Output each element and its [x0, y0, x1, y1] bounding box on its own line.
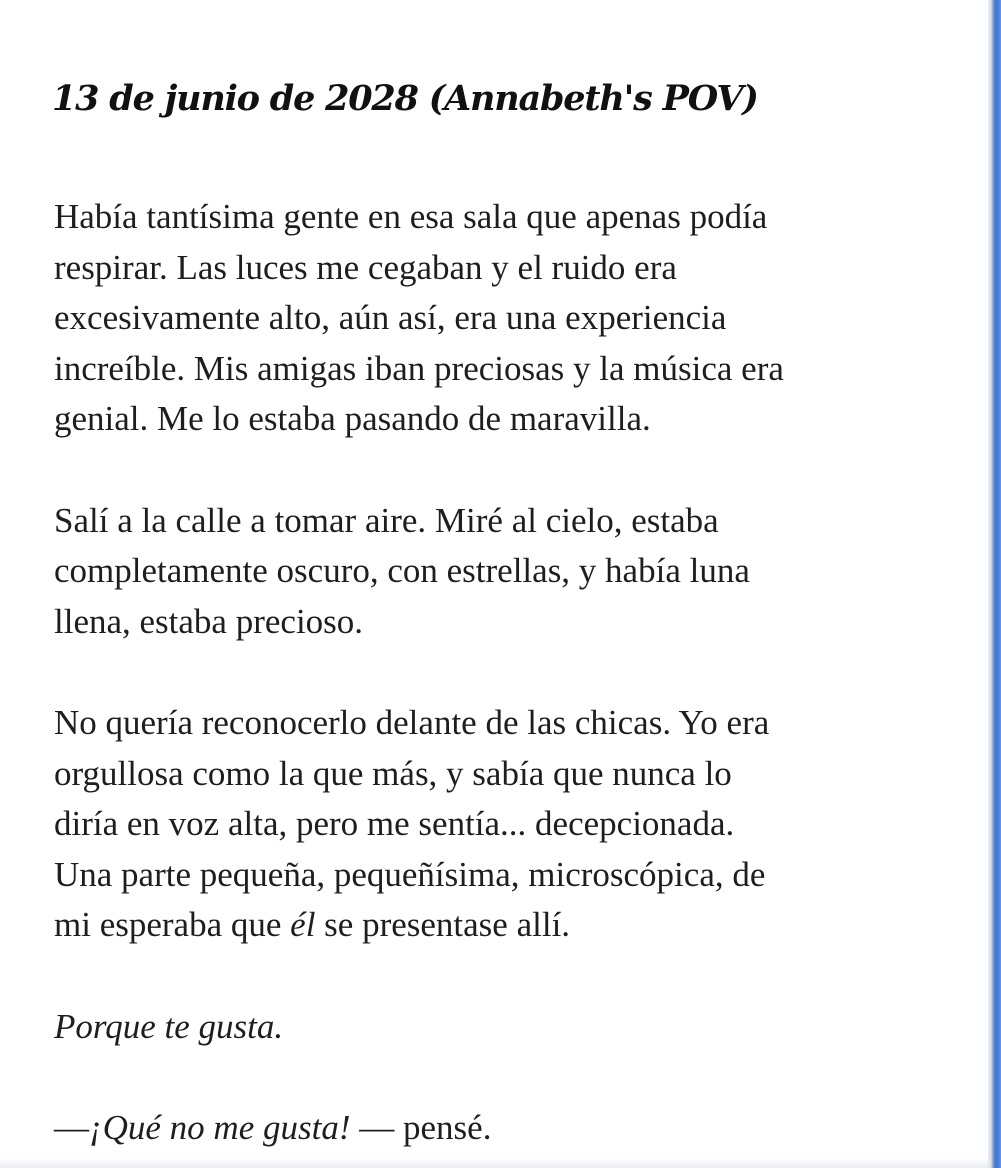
text-line: completamente oscuro, con estrellas, y había luna	[54, 551, 750, 591]
window-edge	[988, 0, 1001, 1168]
inner-thought-text: Porque te gusta.	[54, 1006, 284, 1046]
paragraph-gap	[54, 951, 954, 1002]
chapter-title: 13 de junio de 2028 (Annabeth's POV)	[52, 78, 758, 119]
dialogue-tag: pensé.	[403, 1107, 492, 1147]
paragraph-2	[54, 496, 954, 648]
paragraph-1	[54, 192, 954, 445]
text-line: No quería reconocerlo delante de las chicas. Yo era	[54, 702, 770, 742]
dialogue-dash-open: —	[54, 1107, 89, 1147]
text-line-with-emphasis	[54, 900, 954, 951]
text-line: orgullosa como la que más, y sabía que nunca lo	[54, 753, 732, 793]
dialogue-line	[54, 1103, 954, 1154]
paragraph-gap	[54, 445, 954, 496]
text-line: Había tantísima gente en esa sala que apenas podía	[54, 197, 768, 236]
text-line: Salí a la calle a tomar aire. Miré al cielo, estaba	[54, 500, 719, 540]
text-line: increíble. Mis amigas iban preciosas y la música era	[54, 348, 784, 388]
paragraph-5	[54, 1103, 954, 1154]
text-line: respirar. Las luces me cegaban y el ruido era	[54, 247, 677, 287]
emphasized-word: él	[290, 905, 316, 945]
text-segment: se presentase allí.	[315, 905, 571, 945]
text-line: Una parte pequeña, pequeñísima, microscópica, de	[54, 854, 766, 894]
page-bottom-shadow	[0, 1158, 988, 1168]
story-body	[54, 192, 954, 1153]
text-line: llena, estaba precioso.	[54, 601, 364, 641]
dialogue-dash-close: —	[350, 1107, 403, 1147]
paragraph-gap	[54, 647, 954, 698]
text-line: diría en voz alta, pero me sentía... decepcionada.	[54, 804, 735, 844]
paragraph-gap	[54, 1052, 954, 1103]
text-segment: mi esperaba que	[54, 905, 291, 945]
text-line: excesivamente alto, aún así, era una experiencia	[54, 298, 727, 338]
inner-thought-line	[54, 1002, 954, 1053]
dialogue-text: ¡Qué no me gusta!	[89, 1107, 351, 1147]
paragraph-3	[54, 698, 954, 951]
text-line: genial. Me lo estaba pasando de maravilla.	[54, 399, 651, 439]
paragraph-4	[54, 1002, 954, 1053]
